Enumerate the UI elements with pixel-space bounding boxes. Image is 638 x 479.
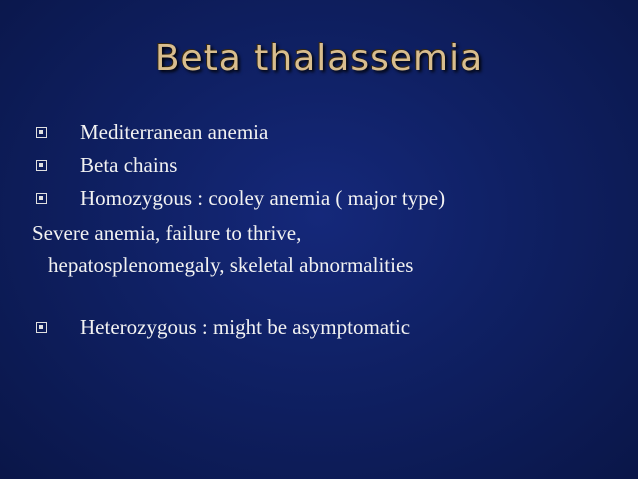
square-bullet-icon [36,193,47,204]
paragraph-line-2: hepatosplenomegaly, skeletal abnormalities [48,253,414,277]
bullet-text: Beta chains [80,153,178,177]
body-paragraph [32,217,612,281]
bullet-text: Mediterranean anemia [80,120,269,144]
bullet-text: Heterozygous : might be asymptomatic [80,315,411,339]
bullet-item [32,151,612,184]
square-bullet-icon [36,322,47,333]
square-bullet-icon [36,127,47,138]
square-bullet-icon [36,160,47,171]
bullet-item [32,184,612,217]
slide-title: Beta thalassemia [154,38,484,79]
bullet-item [32,118,612,151]
spacer [32,281,612,313]
slide-body [32,118,612,346]
bullet-text: Homozygous : cooley anemia ( major type) [80,186,446,210]
bullet-item [32,313,612,346]
paragraph-line-1: Severe anemia, failure to thrive, [32,221,302,245]
